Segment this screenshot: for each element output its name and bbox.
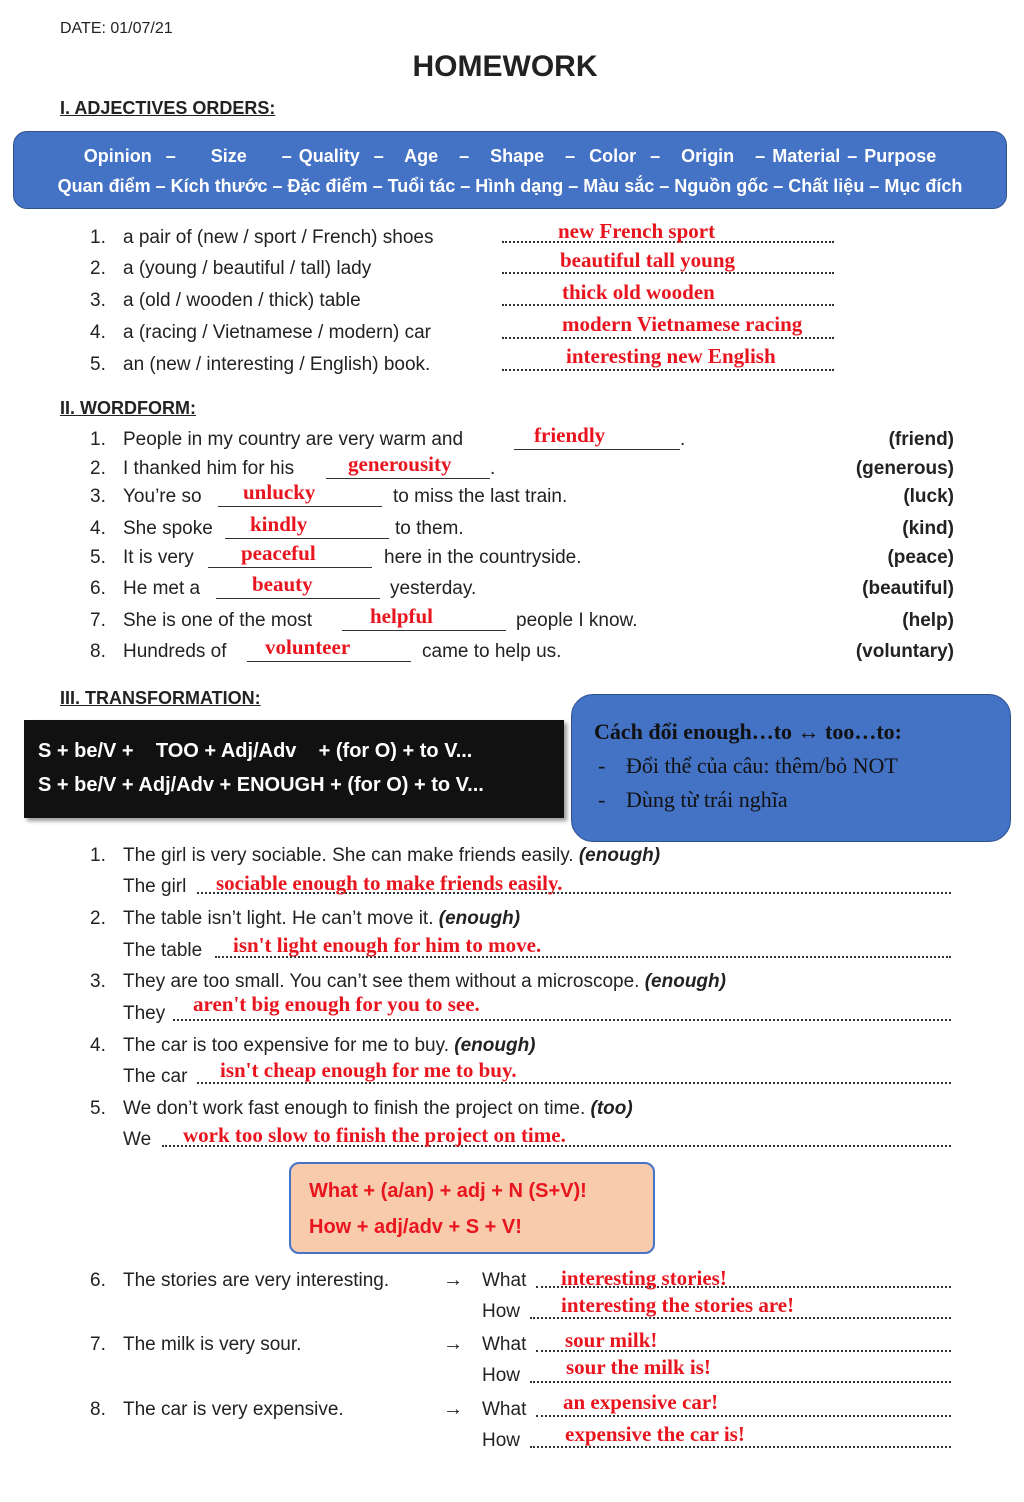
answer-blank <box>502 337 834 339</box>
answer-blank <box>502 369 834 371</box>
answer-text: thick old wooden <box>562 280 715 304</box>
answer-text: expensive the car is! <box>565 1422 745 1446</box>
word-hint: (friend) <box>888 429 954 450</box>
arrow-icon: → <box>443 1269 463 1291</box>
date-label: DATE: 01/07/21 <box>60 20 173 37</box>
answer-text: beautiful tall young <box>560 248 736 272</box>
answer-blank <box>216 598 380 599</box>
adjective-order-english: Opinion – Size – Quality – Age – Shape – Color – Origin – Material – Purpose <box>83 146 937 166</box>
word-hint: (kind) <box>902 518 954 539</box>
too-formula: S + be/V + TOO + Adj/Adv + (for O) + to V... <box>38 740 473 762</box>
answer-blank <box>536 1415 951 1417</box>
note-bullet: Đổi thể của câu: thêm/bỏ NOT <box>626 753 898 778</box>
page-title: HOMEWORK <box>412 50 598 83</box>
enough-formula: S + be/V + Adj/Adv + ENOUGH + (for O) + to V... <box>38 774 484 796</box>
answer-text: new French sport <box>558 219 716 243</box>
answer-text: interesting new English <box>566 344 776 368</box>
arrow-icon: → <box>443 1398 463 1420</box>
section2-heading: II. WORDFORM: <box>60 398 196 418</box>
adjective-order-box <box>13 131 1007 209</box>
note-title: Cách đổi enough…to ↔ too…to: <box>594 719 903 744</box>
answer-blank <box>326 478 490 479</box>
word-hint: (luck) <box>903 486 954 507</box>
answer-blank <box>530 1381 951 1383</box>
answer-blank <box>342 630 506 631</box>
answer-blank <box>514 449 680 450</box>
answer-blank <box>173 1019 951 1021</box>
answer-blank <box>218 506 382 507</box>
answer-text: volunteer <box>265 635 351 659</box>
word-hint: (peace) <box>887 547 954 568</box>
what-formula: What + (a/an) + adj + N (S+V)! <box>309 1180 587 1202</box>
answer-text: interesting the stories are! <box>561 1293 795 1317</box>
word-hint: (help) <box>902 610 954 631</box>
exclamation-formula-box <box>289 1162 655 1254</box>
answer-text: sour milk! <box>565 1328 658 1352</box>
word-hint: (beautiful) <box>862 578 954 599</box>
answer-blank <box>208 567 372 568</box>
answer-text: helpful <box>370 604 434 628</box>
answer-text: sociable enough to make friends easily. <box>216 871 563 895</box>
answer-text: work too slow to finish the project on time. <box>183 1123 566 1147</box>
answer-text: generousity <box>348 452 452 476</box>
answer-text: unlucky <box>243 480 316 504</box>
answer-text: beauty <box>252 572 313 596</box>
answer-text: isn't light enough for him to move. <box>233 933 542 957</box>
section3-heading: III. TRANSFORMATION: <box>60 688 261 708</box>
word-hint: (voluntary) <box>855 641 954 662</box>
answer-text: interesting stories! <box>561 1266 727 1290</box>
section1-heading: I. ADJECTIVES ORDERS: <box>60 98 276 118</box>
how-formula: How + adj/adv + S + V! <box>309 1216 522 1238</box>
note-bullet: Dùng từ trái nghĩa <box>626 787 788 812</box>
answer-blank <box>225 538 389 539</box>
formula-box <box>24 720 564 818</box>
answer-blank <box>247 661 411 662</box>
answer-text: aren't big enough for you to see. <box>193 992 480 1016</box>
answer-text: an expensive car! <box>563 1390 719 1414</box>
answer-text: kindly <box>250 512 308 536</box>
answer-text: sour the milk is! <box>566 1355 711 1379</box>
adjective-order-vietnamese: Quan điểm – Kích thước – Đặc điểm – Tuổi tác – Hình dạng – Màu sắc – Nguồn gốc – Chất liệu – Mục đích <box>57 176 963 196</box>
word-hint: (generous) <box>855 458 954 479</box>
answer-text: modern Vietnamese racing <box>562 312 803 336</box>
arrow-icon: → <box>443 1333 463 1355</box>
answer-text: isn't cheap enough for me to buy. <box>220 1058 517 1082</box>
answer-text: peaceful <box>241 541 316 565</box>
conversion-note-box: Cách đổi enough…to ↔ too…to: - Đổi thể của câu: thêm/bỏ NOT - Dùng từ trái nghĩa <box>571 694 1011 842</box>
answer-text: friendly <box>534 423 606 447</box>
